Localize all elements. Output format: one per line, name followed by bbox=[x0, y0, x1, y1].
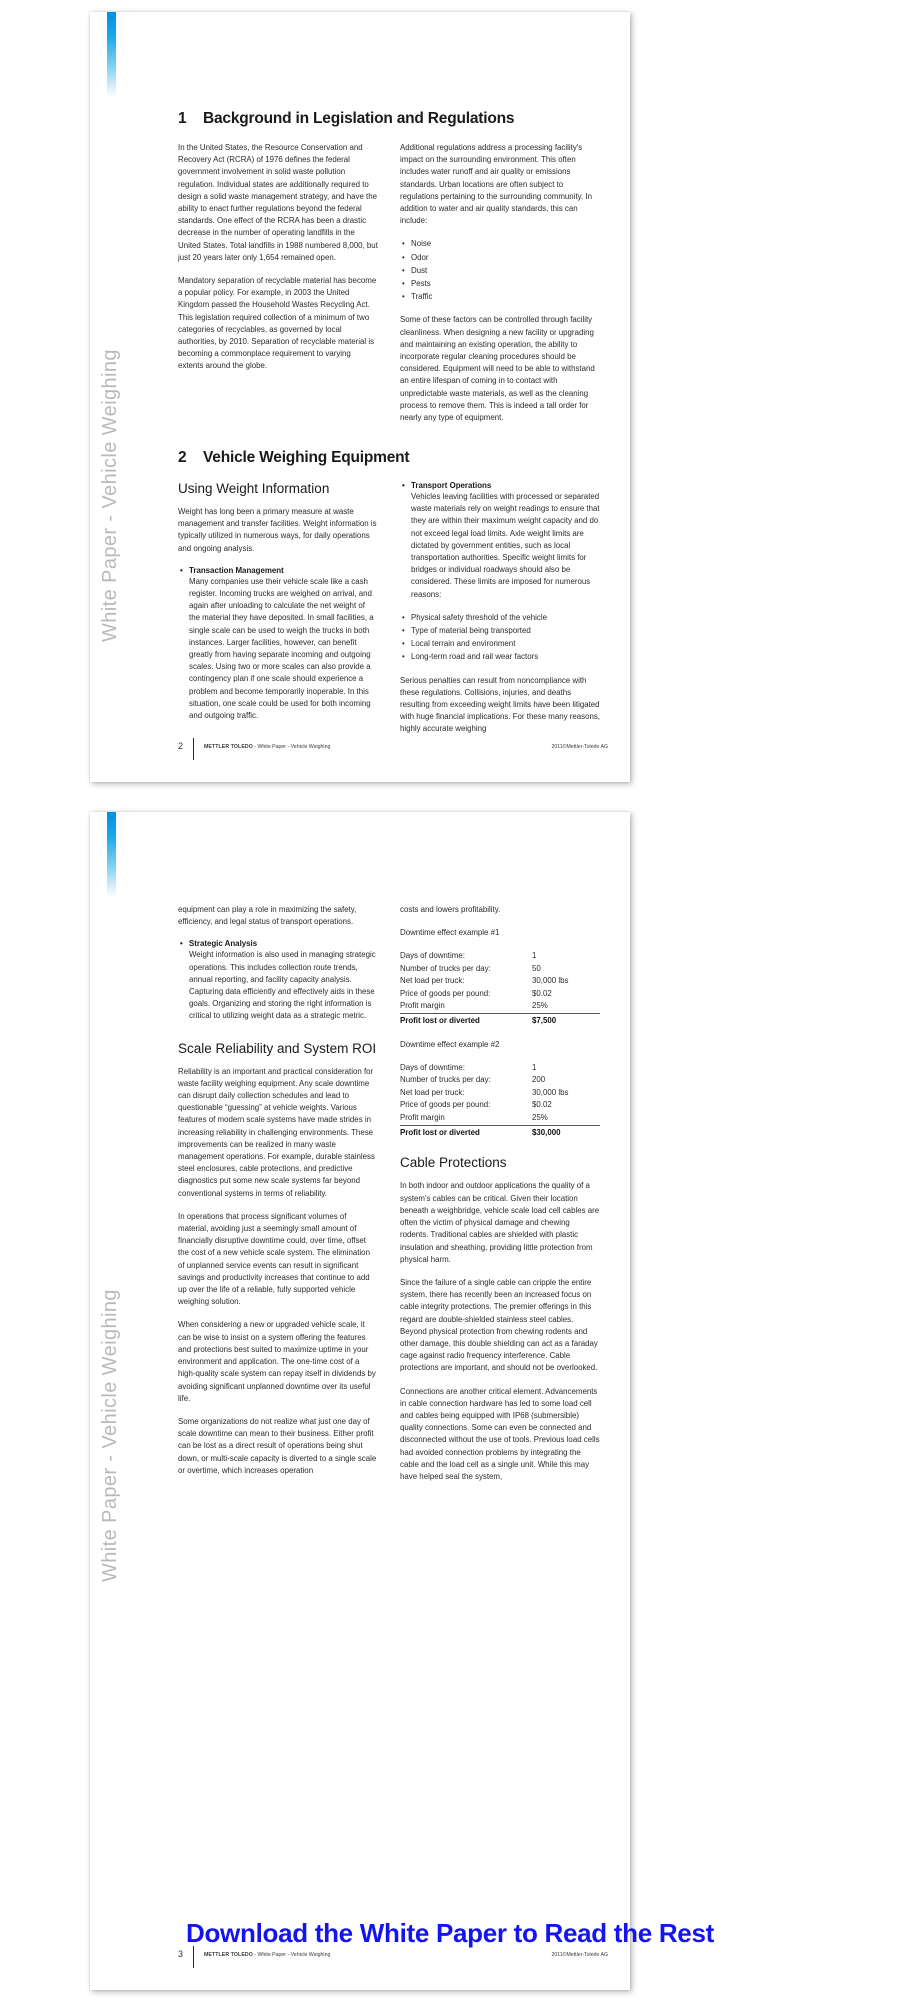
table-row bbox=[400, 1062, 600, 1074]
table-cell-label: Profit margin bbox=[400, 1000, 522, 1014]
table-row bbox=[400, 1112, 600, 1126]
section-heading: Vehicle Weighing Equipment bbox=[203, 449, 410, 466]
table-total-row bbox=[400, 1014, 600, 1028]
page-2-s2-right-column bbox=[400, 481, 600, 747]
document-page-3 bbox=[90, 812, 630, 1990]
table-cell-label: Days of downtime: bbox=[400, 951, 465, 961]
paragraph: In operations that process significant volumes of material, avoiding just a seemingly small amount of financially disruptive downtime could, over time, offset the cost of a new vehicle scale system. The elimination of unplanned service events can result in significant savings and productivity increases that continue to add up over the life of a reliable, fully supported vehicle weighing solution. bbox=[178, 1211, 370, 1307]
vertical-side-title-text: White Paper - Vehicle Weighing bbox=[99, 1289, 121, 1582]
document-page-2 bbox=[90, 12, 630, 782]
paragraph: Connections are another critical element. Advancements in cable connection hardware has led to some load cell and cables being equipped with IP68 (submersible) quality connections. Some can even be connected and disconnected without the use of tools. Previous load cells had avoided connection problems by integrating the cable and the load cell as a single unit. While this may have helped seal the system, bbox=[400, 1386, 600, 1481]
table-row bbox=[400, 975, 600, 987]
table-cell-label: Price of goods per pound: bbox=[400, 1100, 491, 1110]
paragraph: costs and lowers profitability. bbox=[400, 905, 501, 914]
downtime-table-2 bbox=[400, 1062, 600, 1139]
list-item: • Traffic bbox=[411, 291, 600, 303]
table-row bbox=[400, 1087, 600, 1099]
subsection-heading: Using Weight Information bbox=[178, 481, 330, 496]
table-cell-label: Number of trucks per day: bbox=[400, 963, 491, 973]
paragraph: Weight information is also used in managing strategic operations. This includes collection route trends, annual reporting, and facility capacity analysis. Capturing data efficiently and effectively aids in these goals. Organizing and storing the right information is critical to utilizing weight data as a strategic metric. bbox=[189, 950, 376, 1021]
table-cell-value: 30,000 lbs bbox=[532, 976, 569, 986]
table-row bbox=[400, 1099, 600, 1111]
table-total-label: Profit lost or diverted bbox=[400, 1016, 480, 1026]
page-2-footer bbox=[178, 740, 608, 758]
paragraph: In both indoor and outdoor applications the quality of a system's cables can be critical. Given their location beneath a weighbridge, vehicle scale load cell cables are often the victim of physical damage and chewing rodents. Traditional cables are shielded with plastic insulation and sheathing, providing little protection from physical harm. bbox=[400, 1181, 600, 1264]
section-2-title bbox=[178, 449, 608, 467]
brand-gradient-bar bbox=[107, 812, 116, 898]
page-3-columns bbox=[178, 904, 608, 1494]
bullet-heading: • Transaction Management bbox=[178, 566, 378, 575]
table-row bbox=[400, 988, 600, 1000]
brand-name: METTLER TOLEDO bbox=[204, 744, 253, 750]
paragraph: Some organizations do not realize what just one day of scale downtime can mean to their business. Either profit can be lost as a direct result of operations being shut down, or multi-scale capacity is diverted to a single scale or overtime, which increases operation bbox=[178, 1416, 377, 1475]
paragraph: Reliability is an important and practical consideration for waste facility weighing equipment. Any scale downtime can disrupt daily collection schedules and lead to questionable “guessing” at vehicle weights. Various features of modern scale systems have made strides in increasing reliability in challenging environments. These improvements can be realized in many waste management operations. For example, durable stainless steel enclosures, cable protections, and predictive diagnostics put some new scale systems far beyond conventional systems in terms of reliability. bbox=[178, 1066, 375, 1198]
paragraph: Many companies use their vehicle scale like a cash register. Incoming trucks are weighed on arrival, and again after unloading to calculate the net weight of the material they have deposited. In small facilities, a single scale can be used to weigh the trucks in both instances. Larger facilities, however, can benefit greatly from having separate incoming and outgoing scales. Using two or more scales can also provide a contingency plan if one scale should experience a problem and become temporarily inoperable. In this situation, one scale could be used for both incoming and outgoing traffic. bbox=[189, 576, 374, 721]
list-item: • Dust bbox=[411, 265, 600, 277]
table-total-value: $7,500 bbox=[532, 1016, 557, 1026]
list-item: • Noise bbox=[411, 238, 600, 250]
downtime-table-1 bbox=[400, 950, 600, 1027]
table-cell-label: Price of goods per pound: bbox=[400, 988, 491, 998]
page-3-left-column bbox=[178, 904, 378, 1494]
paragraph: Weight has long been a primary measure at waste management and transfer facilities. Weight information is typically utilized in numerous ways, for daily operations and ongoing analysis. bbox=[178, 507, 377, 553]
paragraph: When considering a new or upgraded vehicle scale, it can be wise to insist on a system offering the features and protections best suited to maximize uptime in your environment and application. The one-time cost of a high-quality scale system can repay itself in dividends by avoiding significant unplanned downtime over its useful life. bbox=[178, 1320, 376, 1403]
footer-doc-title: - White Paper - Vehicle Weighing bbox=[254, 1952, 331, 1958]
page-title bbox=[178, 110, 608, 128]
download-white-paper-cta[interactable]: Download the White Paper to Read the Rest bbox=[186, 1918, 714, 1948]
footer-divider bbox=[193, 738, 194, 760]
table-total-row bbox=[400, 1126, 600, 1140]
paragraph: Some of these factors can be controlled through facility cleanliness. When designing a new facility or upgrading and maintaining an existing operation, the ability to incorporate regular cleaning procedures should be considered. Equipment will need to be able to withstand an entire lifespan of coming in to contact with unpredictable waste materials, as well as the cleaning process to remove them. This is indeed a tall order for nearly any type of equipment. bbox=[400, 315, 595, 423]
page-number: 2 bbox=[178, 741, 184, 751]
list-item: • Pests bbox=[411, 278, 600, 290]
table-1-caption: Downtime effect example #1 bbox=[400, 928, 500, 938]
table-cell-label: Profit margin bbox=[400, 1112, 522, 1126]
table-cell-label: Number of trucks per day: bbox=[400, 1075, 491, 1085]
list-item: • Physical safety threshold of the vehicle bbox=[411, 612, 600, 624]
list-item: • Local terrain and environment bbox=[411, 638, 600, 650]
page-2-columns-bottom bbox=[178, 481, 608, 747]
table-cell-label: Days of downtime: bbox=[400, 1063, 465, 1073]
section-number: 2 bbox=[178, 449, 187, 466]
page-side-band bbox=[90, 812, 132, 1990]
page-3-right-column bbox=[400, 904, 600, 1494]
table-2-caption: Downtime effect example #2 bbox=[400, 1039, 500, 1049]
table-cell-label: Net load per truck: bbox=[400, 1087, 465, 1097]
list-item: • Long-term road and rail wear factors bbox=[411, 651, 600, 663]
subsection-heading: Scale Reliability and System ROI bbox=[178, 1040, 377, 1056]
table-cell-value: 25% bbox=[522, 1000, 600, 1014]
table-cell-label: Net load per truck: bbox=[400, 976, 465, 986]
table-cell-value: 1 bbox=[532, 951, 537, 961]
table-cell-value: $0.02 bbox=[532, 1100, 552, 1110]
page-2-right-column bbox=[400, 142, 600, 435]
table-cell-value: 200 bbox=[532, 1075, 546, 1085]
table-cell-value: 25% bbox=[522, 1112, 600, 1126]
page-2-s2-left-column bbox=[178, 481, 378, 747]
page-2-section-2 bbox=[178, 449, 608, 747]
footer-divider bbox=[193, 1946, 194, 1968]
list-item: • Odor bbox=[411, 252, 600, 264]
weight-limit-reasons-list bbox=[400, 612, 600, 664]
paragraph: Since the failure of a single cable can cripple the entire system, there has recently been an increased focus on cable integrity protections. The premier offerings in this regard are double-shielded stainless steel cables. Beyond physical protection from chewing rodents and other damage, this double shielding can act as a faraday cage against radio frequency interference. Cable protections are important, and should not be overlooked. bbox=[400, 1277, 598, 1373]
paragraph: equipment can play a role in maximizing the safety, efficiency, and legal status of transport operations. bbox=[178, 905, 357, 927]
footer-brand-line bbox=[204, 1952, 330, 1958]
table-cell-value: 50 bbox=[532, 963, 541, 973]
paragraph: Mandatory separation of recyclable material has become a popular policy. For example, in 2003 the United Kingdom passed the Household Wastes Recycling Act. This legislation required collection of a minimum of two categories of recyclables, as governed by local authorities, by 2010. Separation of recyclable material is becoming a commonplace requirement to varying extents around the globe. bbox=[178, 276, 377, 371]
footer-copyright: 2011©Mettler-Toledo AG bbox=[551, 1952, 608, 1958]
paragraph: Additional regulations address a processing facility's impact on the surrounding environment. This often includes water runoff and air quality or emissions standards. Urban locations are often subject to regulations pertaining to the surrounding community. In addition to water and air quality standards, this can include: bbox=[400, 143, 592, 226]
section-number: 1 bbox=[178, 110, 187, 127]
subsection-heading: Cable Protections bbox=[400, 1155, 507, 1171]
page-2-content bbox=[178, 110, 608, 435]
page-2-columns-top bbox=[178, 142, 608, 435]
table-row bbox=[400, 1074, 600, 1086]
page-3-footer bbox=[178, 1948, 608, 1966]
paragraph: Serious penalties can result from noncompliance with these regulations. Collisions, injuries, and deaths resulting from exceeding weight limits have been litigated with huge financial implications. For these many reasons, highly accurate weighing bbox=[400, 675, 600, 734]
table-total-value: $30,000 bbox=[532, 1128, 561, 1138]
brand-gradient-bar bbox=[107, 12, 116, 98]
brand-name: METTLER TOLEDO bbox=[204, 1952, 253, 1958]
bullet-heading: • Strategic Analysis bbox=[178, 939, 378, 948]
table-cell-value: 1 bbox=[532, 1063, 537, 1073]
vertical-side-title-text: White Paper - Vehicle Weighing bbox=[99, 349, 121, 642]
page-3-content bbox=[178, 904, 608, 1494]
table-cell-value: $0.02 bbox=[532, 988, 552, 998]
page-side-band bbox=[90, 12, 132, 782]
list-item: • Type of material being transported bbox=[411, 625, 600, 637]
emissions-bullet-list bbox=[400, 238, 600, 303]
table-row bbox=[400, 963, 600, 975]
footer-doc-title: - White Paper - Vehicle Weighing bbox=[254, 744, 331, 750]
table-row bbox=[400, 1000, 600, 1014]
section-heading: Background in Legislation and Regulations bbox=[203, 110, 515, 127]
paragraph: Vehicles leaving facilities with processed or separated waste materials rely on weight readings to ensure that they are within their maximum weight capacity and do not exceed legal load limits. Axle weight limits are dictated by government entities, such as local transportation authorities. Specific weight limits for bridges or individual roadways should also be considered. These limits are imposed for numerous reasons: bbox=[411, 492, 600, 599]
footer-brand-line bbox=[204, 744, 330, 750]
bullet-heading: • Transport Operations bbox=[400, 481, 600, 490]
footer-copyright: 2011©Mettler-Toledo AG bbox=[551, 744, 608, 750]
page-2-left-column bbox=[178, 142, 378, 435]
page-number: 3 bbox=[178, 1949, 184, 1959]
paragraph: In the United States, the Resource Conservation and Recovery Act (RCRA) of 1976 defines the federal government involvement in solid waste pollution regulation. Individual states are additionally required to design a solid waste management strategy, and have the ability to enact further regulations beyond the federal standards. One effect of the RCRA has been a drastic decrease in the number of operating landfills in the United States. Total landfills in 1988 numbered 8,000, but just 20 years later only 1,654 remained open. bbox=[178, 143, 378, 262]
table-row bbox=[400, 950, 600, 962]
table-cell-value: 30,000 lbs bbox=[532, 1087, 569, 1097]
table-total-label: Profit lost or diverted bbox=[400, 1128, 480, 1138]
